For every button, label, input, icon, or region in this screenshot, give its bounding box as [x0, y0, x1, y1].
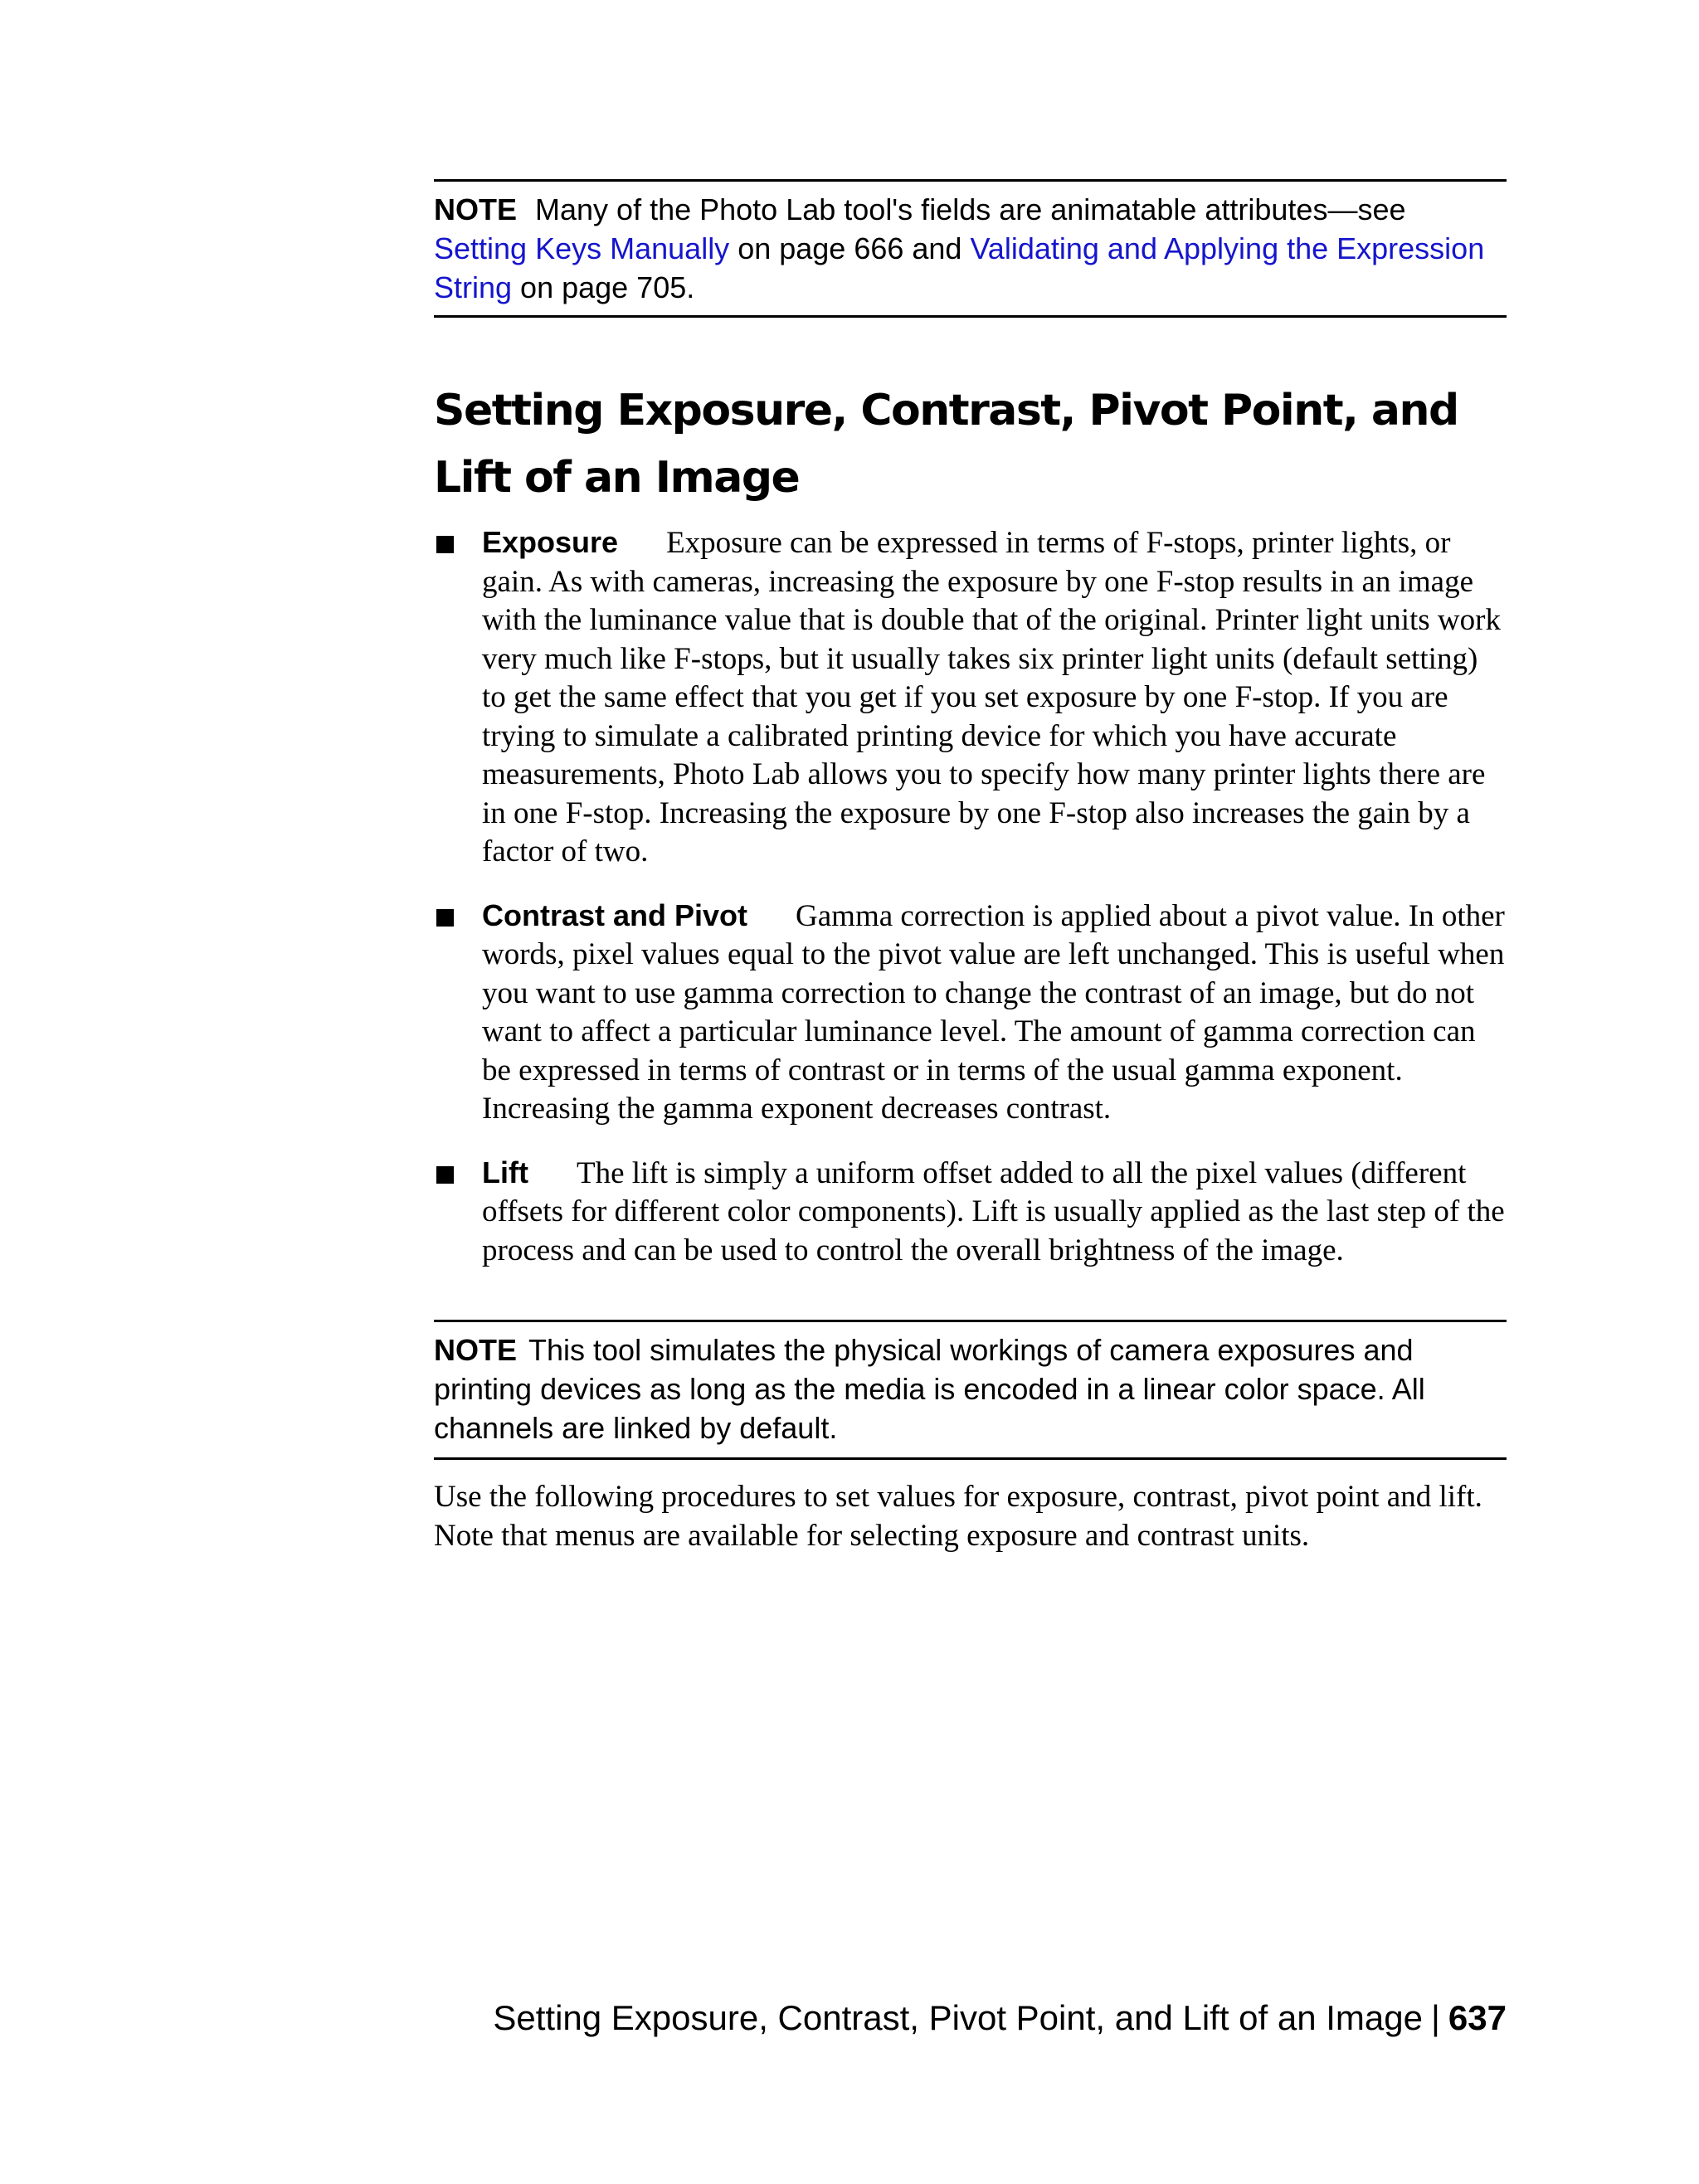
body-paragraph: Use the following procedures to set values for exposure, contrast, pivot point and lift. Note that menus are available for selecting exposure and contrast units.	[434, 1480, 1482, 1553]
footer-separator: |	[1431, 1998, 1440, 2037]
note-label: NOTE	[434, 1333, 518, 1367]
square-bullet-icon	[436, 536, 454, 553]
section-heading: Setting Exposure, Contrast, Pivot Point, and Lift of an Image	[434, 386, 1458, 503]
list-item-exposure	[434, 523, 1507, 872]
note-text: Many of the Photo Lab tool's fields are animatable attributes—see	[535, 192, 1406, 226]
term-description: Gamma correction is applied about a pivot value. In other words, pixel values equal to the pivot value are left unchanged. This is useful when you want to use gamma correction to change the contrast of an image, but do not want to affect a particular luminance level. The amount of gamma correction can be expressed in terms of contrast or in terms of the usual gamma exponent. Increasing the gamma exponent decreases contrast.	[482, 898, 1505, 1126]
term-label: Exposure	[482, 525, 619, 559]
term-label: Lift	[482, 1155, 528, 1189]
note-box-animatable	[434, 179, 1507, 318]
page-content	[434, 179, 1507, 1555]
square-bullet-icon	[436, 1166, 454, 1184]
page-footer	[493, 1995, 1507, 2041]
note-paragraph	[434, 190, 1507, 307]
note-box-linear-color	[434, 1320, 1507, 1460]
term-label: Contrast and Pivot	[482, 897, 748, 932]
note-paragraph	[434, 1330, 1507, 1447]
note-text: on page 666 and	[729, 231, 971, 265]
bullet-list	[434, 523, 1507, 1270]
note-text: This tool simulates the physical workings of camera exposures and printing devices as long as the media is encoded in a linear color space. All channels are linked by default.	[434, 1333, 1425, 1445]
note-label: NOTE	[434, 192, 518, 226]
page-number: 637	[1448, 1998, 1507, 2037]
note-text: on page 705.	[512, 270, 695, 304]
term-description: Exposure can be expressed in terms of F-stops, printer lights, or gain. As with cameras, increasing the exposure by one F-stop results in an image with the luminance value that is double that of the original. Printer light units work very much like F-stops, but it usually takes six printer light units (default setting) to get the same effect that you get if you set exposure by one F-stop. If you are trying to simulate a calibrated printing device for which you have accurate measurements, Photo Lab allows you to specify how many printer lights there are in one F-stop. Increasing the exposure by one F-stop also increases the gain by a factor of two.	[482, 526, 1501, 868]
term-description: The lift is simply a uniform offset added to all the pixel values (different offsets for different color components). Lift is usually applied as the last step of the process and can be used to control the overall brightness of the image.	[482, 1155, 1505, 1267]
link-setting-keys-manually[interactable]: Setting Keys Manually	[434, 231, 730, 265]
link-validating-expression-string[interactable]: Validating and Applying the Expression String	[434, 231, 1485, 304]
footer-title: Setting Exposure, Contrast, Pivot Point, and Lift of an Image	[493, 1998, 1423, 2037]
square-bullet-icon	[436, 909, 454, 927]
list-item-lift	[434, 1154, 1507, 1271]
list-item-contrast-and-pivot	[434, 897, 1507, 1129]
